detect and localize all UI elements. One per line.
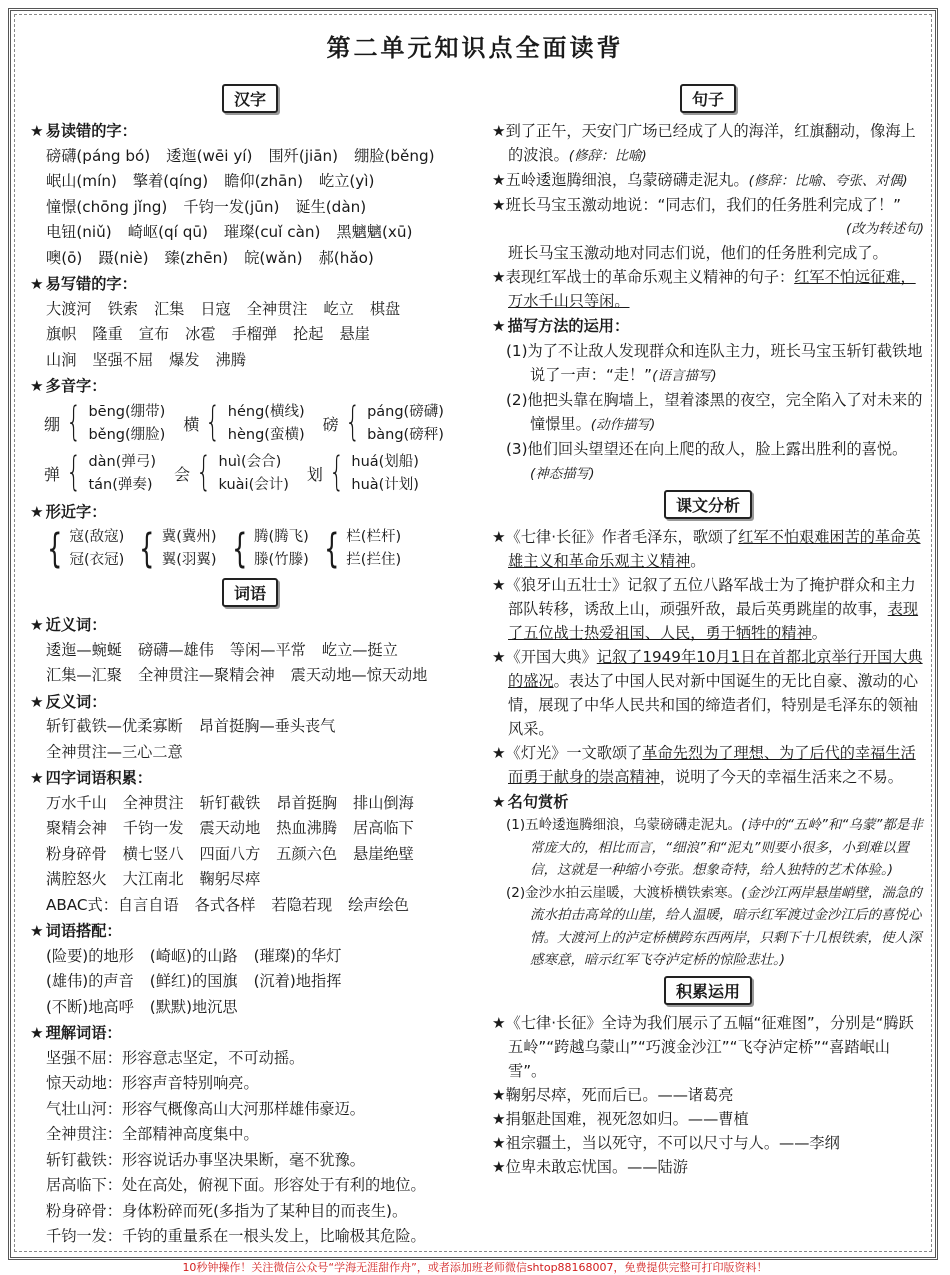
sentence-item: ★ 五岭逶迤腾细浪，乌蒙磅礴走泥丸。(修辞：比喻、夸张、对偶) <box>492 168 924 193</box>
list-item: 千钧一发：千钧的重量系在一根头发上，比喻极其危险。 <box>46 1227 426 1245</box>
list-item: 万水千山 全神贯注 斩钉截铁 昂首挺胸 排山倒海 <box>46 793 414 812</box>
list-item: (险要)的地形 (崎岖)的山路 (璀璨)的华灯 <box>46 946 342 965</box>
left-column <box>30 80 470 1250</box>
heading-jinyi: ★ 近义词： <box>30 616 107 634</box>
sentence-item: ★ 班长马宝玉激动地说：“同志们，我们的任务胜利完成了！” <box>492 193 924 217</box>
heading-lijie: ★ 理解词语： <box>30 1024 122 1042</box>
list-item: 憧憬(chōng jǐng) 千钧一发(jūn) 诞生(dàn) <box>46 197 367 216</box>
right-column <box>492 80 924 1179</box>
heading-fanyi: ★ 反义词： <box>30 692 107 711</box>
accumulate-item: ★ 鞠躬尽瘁，死而后已。——诸葛亮 <box>492 1083 924 1107</box>
duoyin-group: 划 { huá(划船) huà(计划) <box>306 448 419 495</box>
duoyin-group: 弹 { dàn(弹弓) tán(弹奏) <box>44 448 157 495</box>
list-item: 居高临下：处在高处，俯视下面。形容处于有利的地位。 <box>46 1176 426 1194</box>
xingjin-row <box>30 524 470 574</box>
list-item: 满腔怒火 大江南北 鞠躬尽瘁 <box>46 870 261 888</box>
heading-dapei: ★ 词语搭配： <box>30 922 122 940</box>
section-box-jilei: 积累运用 <box>492 976 924 1005</box>
heading-duoyin: ★ 多音字： <box>30 377 107 395</box>
sentence-note: (改为转述句) <box>845 221 924 237</box>
list-item: (2)他把头靠在胸墙上，望着漆黑的夜空，完全陷入了对未来的憧憬里。(动作描写) <box>506 390 923 433</box>
list-item: 电钮(niǔ) 崎岖(qí qū) 璀璨(cuǐ càn) 黑魑魑(xū) <box>46 223 413 241</box>
duoyin-row-1 <box>30 399 470 449</box>
list-item: 全神贯注—三心二意 <box>46 742 183 761</box>
yixie-list <box>30 297 470 374</box>
xingjin-group: { 冀(冀州) 翼(羽翼) <box>139 526 217 572</box>
list-item: 全神贯注：全部精神高度集中。 <box>46 1125 259 1143</box>
list-item: 气壮山河：形容气概像高山大河那样雄伟豪迈。 <box>46 1099 365 1118</box>
section-box-kewen: 课文分析 <box>492 490 924 519</box>
list-item: (不断)地高呼 (默默)地沉思 <box>46 997 238 1016</box>
xingjin-group: { 寇(敌寇) 冠(衣冠) <box>47 526 125 572</box>
list-item: (雄伟)的声音 (鲜红)的国旗 (沉着)地指挥 <box>46 972 342 990</box>
list-item: 岷山(mín) 擎着(qíng) 瞻仰(zhān) 屹立(yì) <box>46 172 375 190</box>
duoyin-group: 横 { héng(横线) hèng(蛮横) <box>183 398 305 445</box>
list-item: ABAC式：自言自语 各式各样 若隐若现 绘声绘色 <box>46 895 409 914</box>
section-box-hanzi: 汉字 <box>30 84 470 113</box>
list-item: 聚精会神 千钧一发 震天动地 热血沸腾 居高临下 <box>46 819 414 837</box>
list-item: 旗帜 隆重 宣布 冰雹 手榴弹 抡起 悬崖 <box>46 325 370 343</box>
list-item: 噢(ō) 蹑(niè) 臻(zhēn) 皖(wǎn) 郝(hǎo) <box>46 248 374 267</box>
list-item: 斩钉截铁：形容说话办事坚决果断，毫不犹豫。 <box>46 1150 365 1169</box>
list-item: 大渡河 铁索 汇集 日寇 全神贯注 屹立 棋盘 <box>46 299 401 318</box>
list-item: (3)他们回头望望还在向上爬的敌人，脸上露出胜利的喜悦。(神态描写) <box>506 439 908 482</box>
list-item: (1)为了不让敌人发现群众和连队主力，班长马宝玉斩钉截铁地说了一声：“走！”(语言描写) <box>506 341 923 384</box>
list-item: 粉身碎骨 横七竖八 四面八方 五颜六色 悬崖绝壁 <box>46 844 414 863</box>
sentence-item: ★ 到了正午，天安门广场已经成了人的海洋，红旗翻动，像海上的波浪。(修辞：比喻) <box>492 119 924 168</box>
list-item: 斩钉截铁—优柔寡断 昂首挺胸—垂头丧气 <box>46 717 336 735</box>
heading-sizi: ★ 四字词语积累： <box>30 769 152 787</box>
heading-miaoxie: ★ 描写方法的运用： <box>492 317 630 335</box>
sentence-answer: 班长马宝玉激动地对同志们说，他们的任务胜利完成了。 <box>508 244 888 262</box>
list-item: (2)金沙水拍云崖暖，大渡桥横铁索寒。(金沙江两岸悬崖峭壁，湍急的流水拍击高耸的山崖，给人温暖，暗示红军渡过金沙江后的喜悦心情。大渡河上的泸定桥横跨东西两岸，只剩下十几根铁索，使人深感寒意，暗示红军飞夺泸定桥的惊险悲壮。) <box>506 884 922 968</box>
analysis-item: ★ 《狼牙山五壮士》记叙了五位八路军战士为了掩护群众和主力部队转移，诱敌上山，顽强歼敌，最后英勇跳崖的故事，表现了五位战士热爱祖国、人民，勇于牺牲的精神。 <box>492 573 924 645</box>
footer-watermark: 10秒钟操作！关注微信公众号“学海无涯甜作舟”，或者添加班老师微信shtop88168007，免费提供完整可打印版资料！ <box>182 1261 768 1274</box>
list-item: 粉身碎骨：身体粉碎而死(多指为了某种目的而丧生)。 <box>46 1201 408 1220</box>
list-item: 惊天动地：形容声音特别响亮。 <box>46 1074 259 1092</box>
duoyin-group: 会 { huì(会合) kuài(会计) <box>174 448 289 495</box>
list-item: 磅礴(páng bó) 逶迤(wēi yí) 围歼(jiān) 绷脸(běng) <box>46 146 435 165</box>
list-item: 汇集—汇聚 全神贯注—聚精会神 震天动地—惊天动地 <box>46 666 428 684</box>
page-title: 第二单元知识点全面读背 <box>326 33 624 62</box>
heading-xingjin: ★ 形近字： <box>30 502 107 521</box>
analysis-item: ★ 《灯光》一文歌颂了革命先烈为了理想、为了后代的幸福生活而勇于献身的崇高精神，说明了今天的幸福生活来之不易。 <box>492 741 924 789</box>
section-box-juzi: 句子 <box>492 84 924 113</box>
duoyin-row-2 <box>30 449 470 499</box>
analysis-item: ★ 《开国大典》记叙了1949年10月1日在首都北京举行开国大典的盛况。表达了中国人民对新中国诞生的无比自豪、激动的心情，展现了中华人民共和国的缔造者们，特别是毛泽东的领袖风采。 <box>492 645 924 741</box>
accumulate-item: ★ 捐躯赴国难，视死忽如归。——曹植 <box>492 1107 924 1131</box>
yidu-list <box>30 144 470 272</box>
heading-yidu: ★ 易读错的字： <box>30 122 137 140</box>
duoyin-group: 磅 { páng(磅礴) bàng(磅秤) <box>322 398 444 445</box>
list-item: 山涧 坚强不屈 爆发 沸腾 <box>46 350 246 369</box>
section-box-ciyu: 词语 <box>30 578 470 607</box>
xingjin-group: { 栏(栏杆) 拦(拦住) <box>323 526 402 572</box>
analysis-item: ★ 《七律·长征》作者毛泽东，歌颂了红军不怕艰难困苦的革命英雄主义和革命乐观主义精神。 <box>492 525 924 573</box>
heading-yixie: ★ 易写错的字： <box>30 275 137 293</box>
duoyin-group: 绷 { bēng(绷带) běng(绷脸) <box>44 398 166 445</box>
accumulate-item: ★ 祖宗疆土，当以死守，不可以尺寸与人。——李纲 <box>492 1131 924 1155</box>
xingjin-group: { 腾(腾飞) 滕(竹滕) <box>231 526 309 572</box>
sentence-item: ★ 表现红军战士的革命乐观主义精神的句子：红军不怕远征难，万水千山只等闲。 <box>492 265 924 313</box>
list-item: 逶迤—蜿蜒 磅礴—雄伟 等闲—平常 屹立—挺立 <box>46 640 398 659</box>
list-item: 坚强不屈：形容意志坚定，不可动摇。 <box>46 1048 305 1067</box>
accumulate-item: ★ 《七律·长征》全诗为我们展示了五幅“征难图”，分别是“腾跃五岭”“跨越乌蒙山”“巧渡金沙江”“飞夺泸定桥”“喜踏岷山雪”。 <box>492 1011 924 1083</box>
accumulate-item: ★ 位卑未敢忘忧国。——陆游 <box>492 1155 924 1179</box>
heading-mingju: ★ 名句赏析 <box>492 792 569 811</box>
list-item: (1)五岭逶迤腾细浪，乌蒙磅礴走泥丸。(诗中的“五岭”和“乌蒙”都是非常庞大的，相比而言，“细浪”和“泥丸”则要小很多，小到难以置信，这就是一种缩小夸张。想象奇特，给人独特的艺术体验。) <box>506 817 923 878</box>
